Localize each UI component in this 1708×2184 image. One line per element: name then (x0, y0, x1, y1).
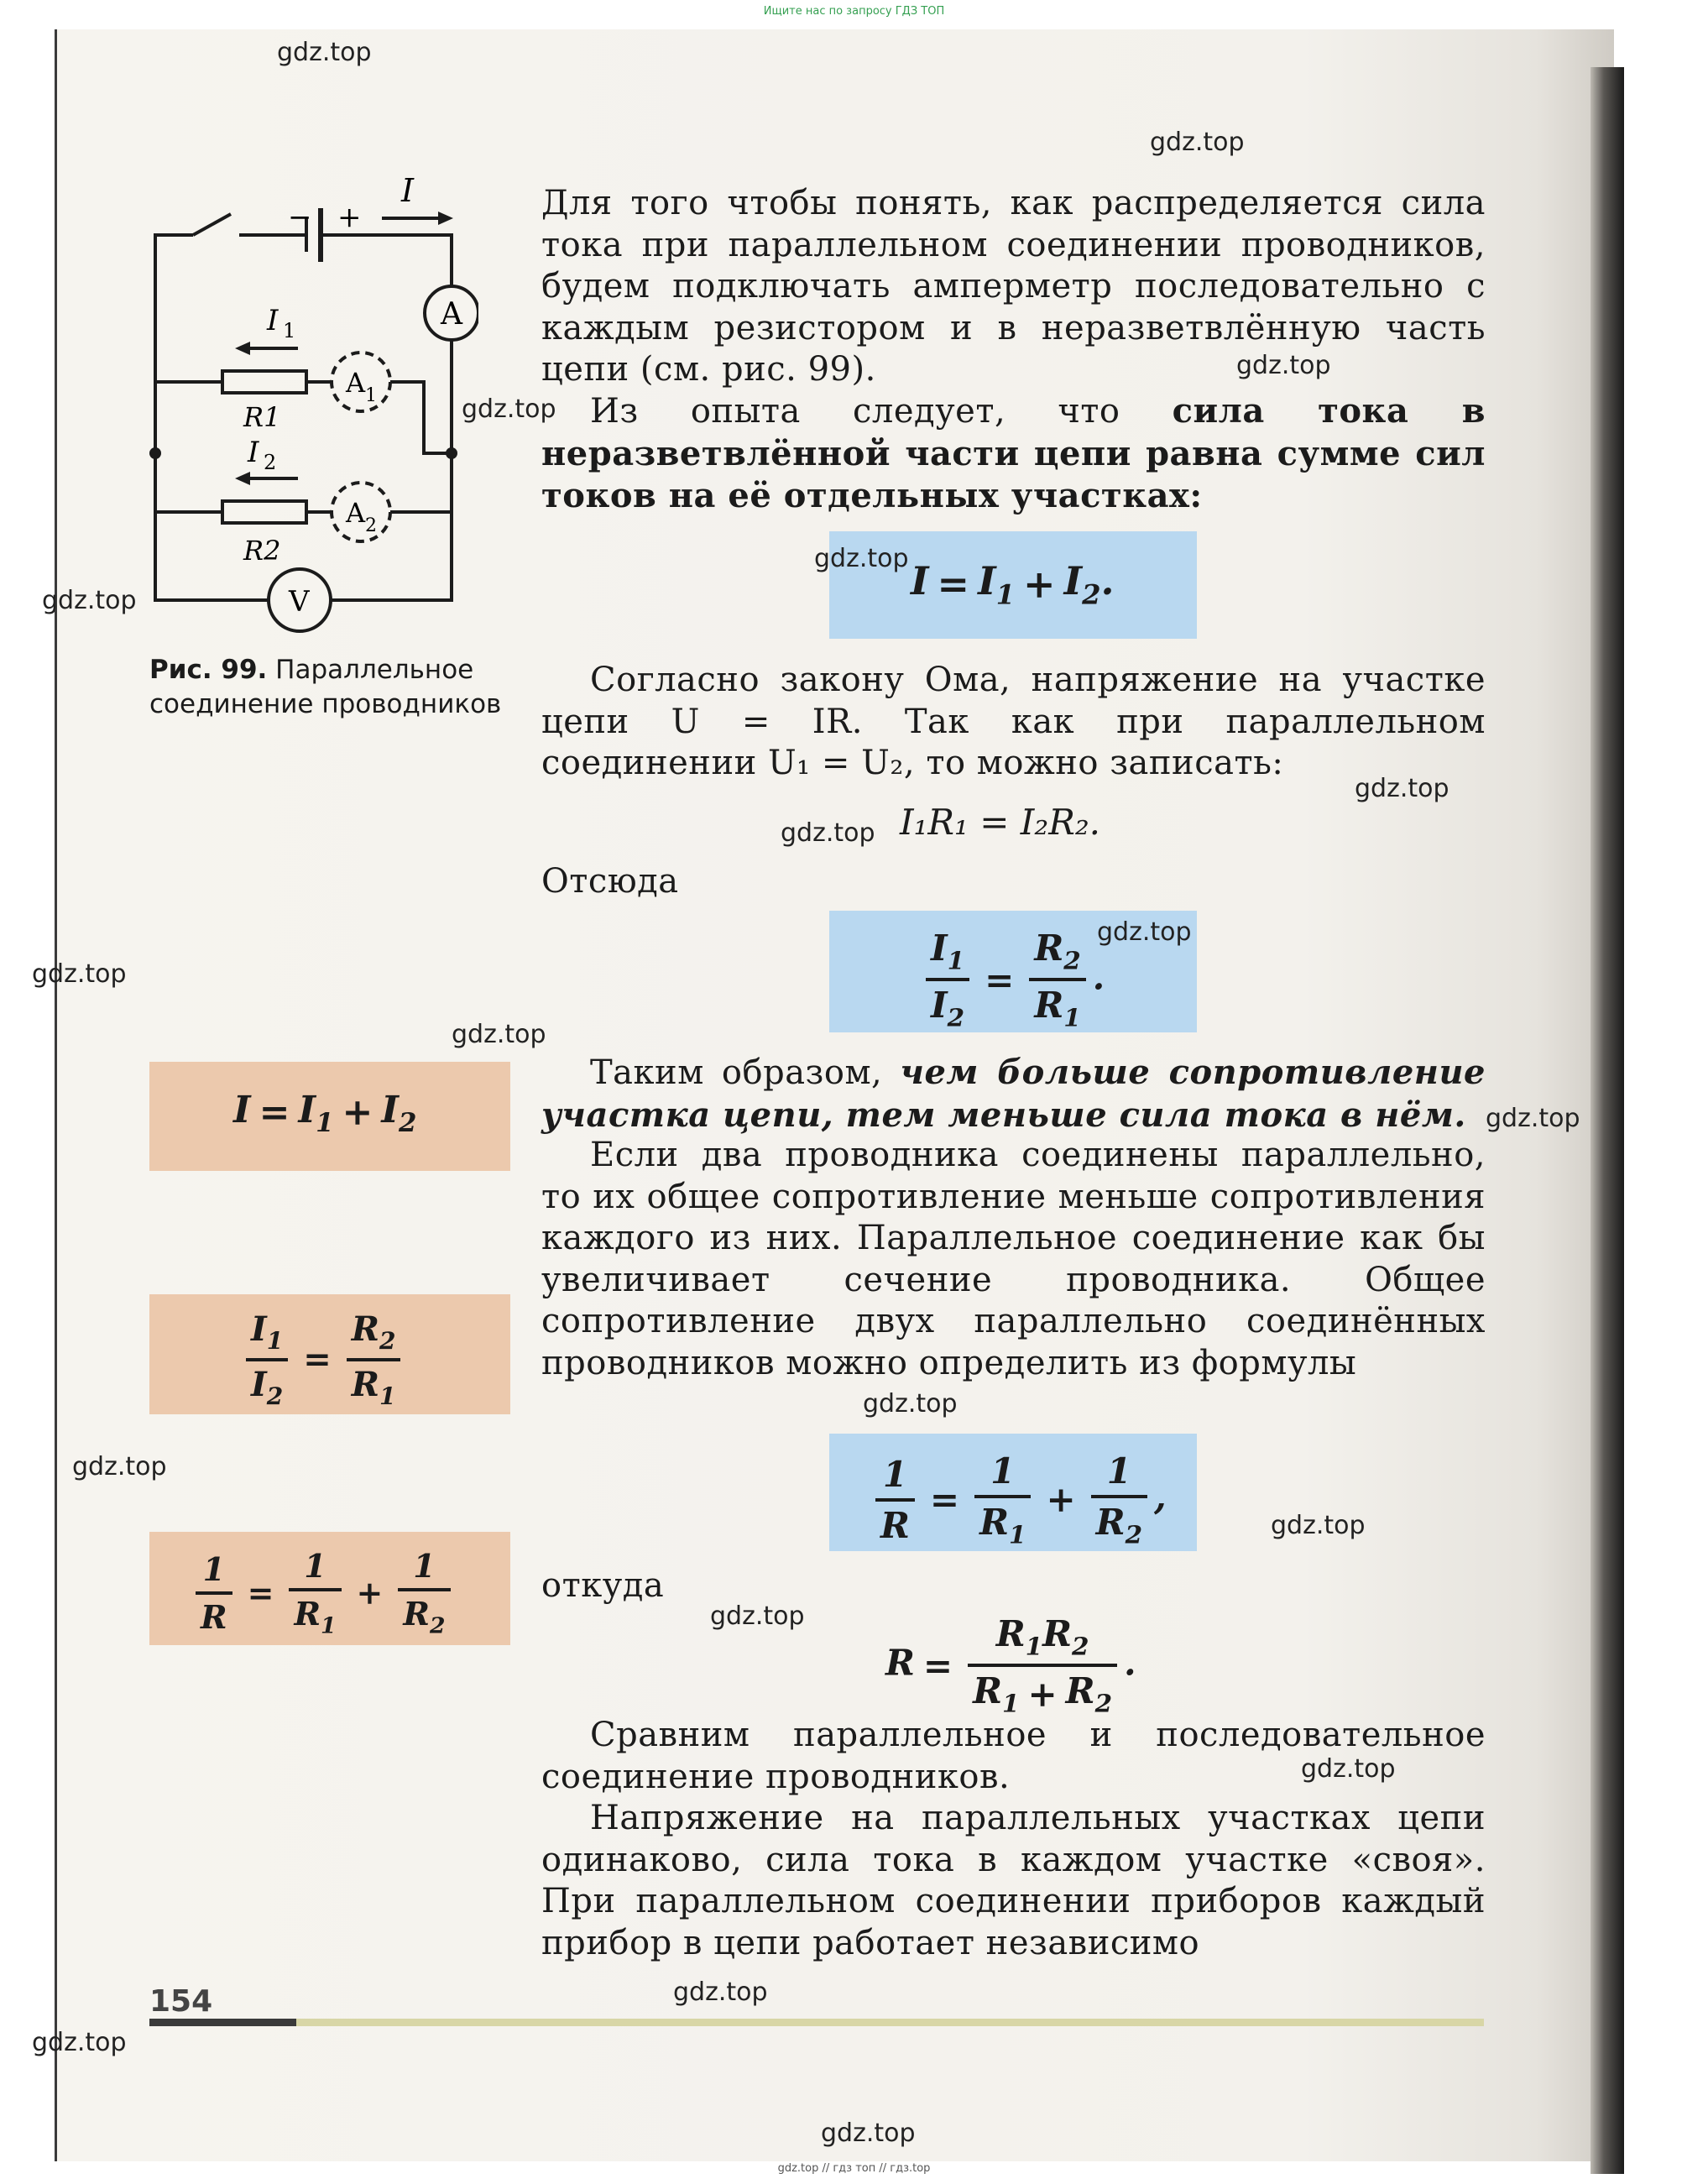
paragraph-4 (541, 1052, 1486, 1136)
watermark: gdz.top (673, 1978, 768, 2007)
paragraph-2 (541, 390, 1486, 518)
watermark: gdz.top (1236, 351, 1331, 380)
top-banner[interactable]: Ищите нас по запросу ГДЗ ТОП (763, 5, 945, 18)
watermark: gdz.top (462, 394, 556, 424)
formula-current-ratio: $\frac{I_1}{I_2}$ = $\frac{R_2}{R_1}$ . (919, 927, 1105, 1032)
paragraph-5: Если два проводника соединены параллельно, то их общее сопротивление меньше сопротивления каждого из них. Параллельное соединение как бы увеличивает сечение проводника. Общее сопротивление двух параллельно соединённых проводников можно определить из формулы (541, 1136, 1486, 1382)
watermark: gdz.top (814, 544, 909, 573)
ammeter-2-sub: 2 (365, 515, 377, 536)
formula-resistance: $\frac{1}{R}$ = $\frac{1}{R_1}$ + $\frac{1}{R_2}$ , (869, 1450, 1167, 1549)
margin-formula-resistance: $\frac{1}{R}$ = $\frac{1}{R_1}$ + $\frac{1}{R_2}$ (189, 1547, 457, 1638)
ammeter-label: A (441, 297, 462, 332)
ammeter-1-label: A (346, 367, 366, 399)
current-main-label: I (401, 176, 415, 209)
bottom-banner[interactable]: gdz.top // гдз топ // гдз.top (777, 2162, 931, 2175)
watermark: gdz.top (32, 2028, 127, 2057)
watermark: gdz.top (1355, 774, 1449, 803)
formula-current-sum: $I = I_1 + I_2$. (911, 558, 1115, 611)
paragraph-2-start: Из опыта следует, что (590, 392, 1173, 431)
text-otkuda: откуда (541, 1566, 665, 1605)
ammeter-1-sub: 1 (365, 385, 377, 406)
watermark: gdz.top (32, 959, 127, 989)
formula-i1r1-i2r2: I₁R₁ = I₂R₂. (900, 802, 1101, 843)
formula-total-resistance: R = $\frac{R_1R_2}{R_1 + R_2}$ . (885, 1613, 1136, 1718)
watermark: gdz.top (452, 1020, 546, 1049)
paragraph-4-rule: чем больше сопротивление участка цепи, тем меньше сила тока в нём. (541, 1053, 1486, 1135)
book-spine-shadow (1590, 67, 1624, 2174)
battery-minus-label: − (288, 201, 312, 234)
figure-caption (149, 653, 510, 722)
footer-rule (149, 2019, 1484, 2026)
watermark: gdz.top (42, 586, 137, 615)
watermark: gdz.top (1486, 1104, 1580, 1133)
margin-formula-current-ratio: $\frac{I_1}{I_2}$ = $\frac{R_2}{R_1}$ (239, 1309, 407, 1410)
margin-formula-current-sum: $I = I_1 + I_2$ (233, 1089, 417, 1138)
paragraph-7: Напряжение на параллельных участках цепи одинаково, сила тока в каждом участке «своя». При параллельном соединении приборов каждый прибор в цепи работает независимо (541, 1799, 1486, 1962)
paragraph-2-rule: сила тока в неразветвлённой части цепи равна сумме сил токов на её отдельных участках: (541, 391, 1486, 515)
watermark: gdz.top (863, 1389, 958, 1419)
watermark: gdz.top (1150, 128, 1245, 157)
figure-caption-text: Параллельное соединение проводников (149, 655, 502, 719)
watermark: gdz.top (1271, 1511, 1366, 1540)
ammeter-2-label: A (346, 497, 366, 529)
paragraph-1: Для того чтобы понять, как распределяется сила тока при параллельном соединении проводников, будем подключать амперметр последовательно с каждым резистором и в неразветвлённую часть цепи (см. рис. 99). (541, 184, 1486, 389)
resistor-2-label: R2 (243, 535, 281, 567)
watermark: gdz.top (781, 818, 875, 848)
watermark: gdz.top (821, 2119, 916, 2148)
figure-caption-label: Рис. 99. (149, 655, 268, 685)
paragraph-4-start: Таким образом, (590, 1053, 901, 1092)
circuit-diagram (143, 176, 478, 646)
battery-plus-label: + (337, 201, 362, 234)
resistor-1-label: R1 (243, 401, 281, 433)
current-1-label: I (267, 304, 279, 337)
footer-rule-accent (149, 2019, 296, 2026)
page-number: 154 (149, 1984, 213, 2019)
watermark: gdz.top (72, 1452, 167, 1481)
watermark: gdz.top (710, 1601, 805, 1631)
paragraph-3: Согласно закону Ома, напряжение на участке цепи U = IR. Так как при параллельном соединении U₁ = U₂, то можно записать: (541, 661, 1486, 782)
current-1-sub: 1 (283, 319, 296, 342)
paragraph-6: Сравним параллельное и последовательное соединение проводников. (541, 1716, 1486, 1796)
current-2-label: I (248, 436, 259, 469)
watermark: gdz.top (277, 38, 372, 67)
current-2-sub: 2 (264, 451, 277, 474)
watermark: gdz.top (1301, 1754, 1396, 1784)
voltmeter-label: V (289, 585, 310, 619)
watermark: gdz.top (1097, 917, 1192, 947)
text-otsyuda: Отсюда (541, 862, 679, 901)
